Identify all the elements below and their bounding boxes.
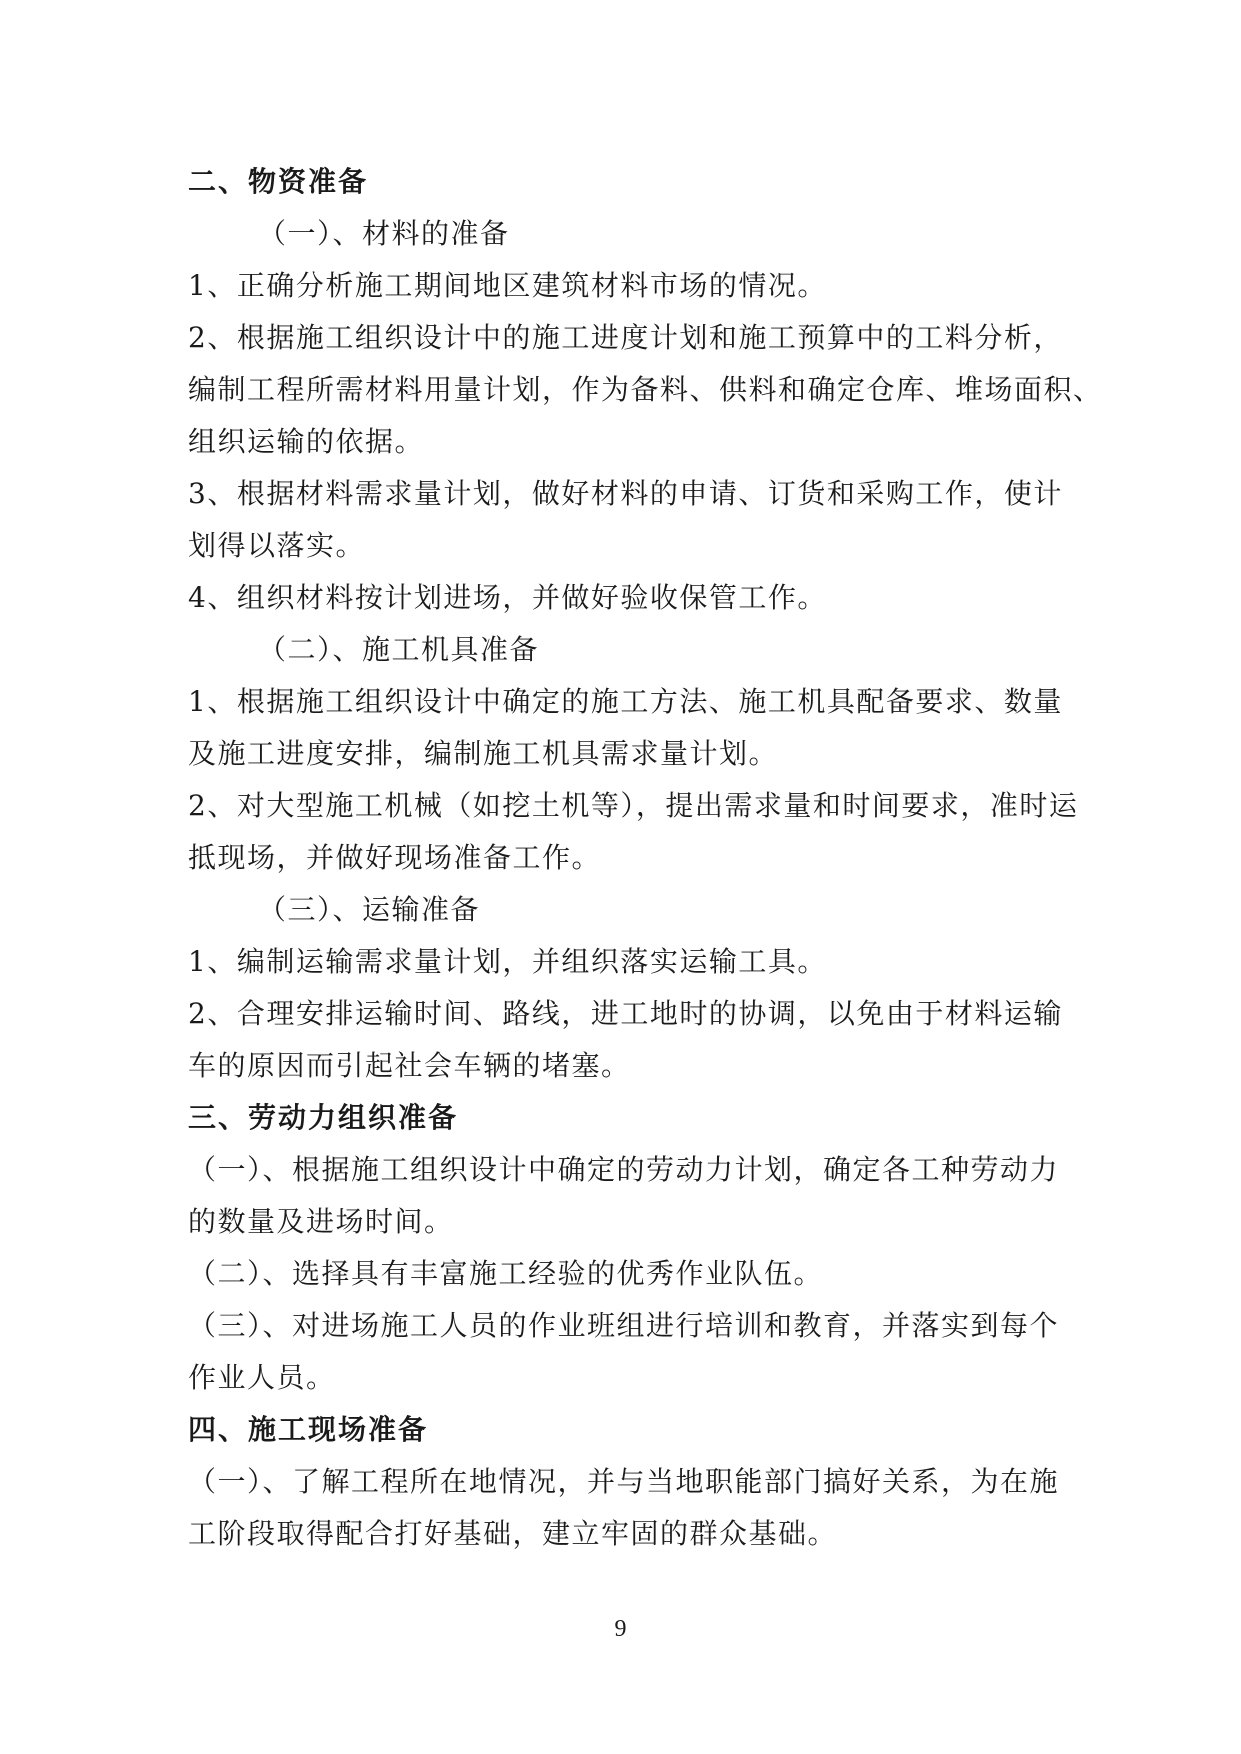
text-line: （一）、根据施工组织设计中确定的劳动力计划，确定各工种劳动力 (188, 1153, 1060, 1186)
text-line: 抵现场，并做好现场准备工作。 (188, 841, 602, 874)
document-body (188, 156, 1103, 1560)
text-line: 及施工进度安排，编制施工机具需求量计划。 (188, 737, 779, 770)
page-number: 9 (614, 1616, 627, 1642)
text-line: 1、根据施工组织设计中确定的施工方法、施工机具配备要求、数量 (188, 685, 1063, 718)
subsection-heading: （三）、运输准备 (258, 893, 481, 926)
subsection-heading: （二）、施工机具准备 (258, 633, 540, 666)
text-line: （一）、了解工程所在地情况，并与当地职能部门搞好关系，为在施 (188, 1465, 1060, 1498)
text-line: 的数量及进场时间。 (188, 1205, 454, 1238)
text-line: 工阶段取得配合打好基础，建立牢固的群众基础。 (188, 1517, 838, 1550)
text-line: 车的原因而引起社会车辆的堵塞。 (188, 1049, 631, 1082)
text-line: 划得以落实。 (188, 529, 366, 562)
text-line: 3、根据材料需求量计划，做好材料的申请、订货和采购工作，使计 (188, 477, 1063, 510)
text-line: （二）、选择具有丰富施工经验的优秀作业队伍。 (188, 1257, 824, 1290)
section-heading: 四、施工现场准备 (188, 1413, 429, 1446)
text-line: 1、正确分析施工期间地区建筑材料市场的情况。 (188, 269, 827, 302)
text-line: 作业人员。 (188, 1361, 336, 1394)
text-line: 2、合理安排运输时间、路线，进工地时的协调，以免由于材料运输 (188, 997, 1063, 1030)
text-line: 2、对大型施工机械（如挖土机等），提出需求量和时间要求，准时运 (188, 789, 1079, 822)
text-line: （三）、对进场施工人员的作业班组进行培训和教育，并落实到每个 (188, 1309, 1060, 1342)
text-line: 组织运输的依据。 (188, 425, 425, 458)
text-line: 2、根据施工组织设计中的施工进度计划和施工预算中的工料分析， (188, 321, 1063, 354)
text-line: 1、编制运输需求量计划，并组织落实运输工具。 (188, 945, 827, 978)
text-line: 4、组织材料按计划进场，并做好验收保管工作。 (188, 581, 827, 614)
subsection-heading: （一）、材料的准备 (258, 217, 510, 250)
section-heading: 三、劳动力组织准备 (188, 1101, 459, 1134)
section-heading: 二、物资准备 (188, 165, 369, 198)
text-line: 编制工程所需材料用量计划，作为备料、供料和确定仓库、堆场面积、 (188, 373, 1103, 406)
